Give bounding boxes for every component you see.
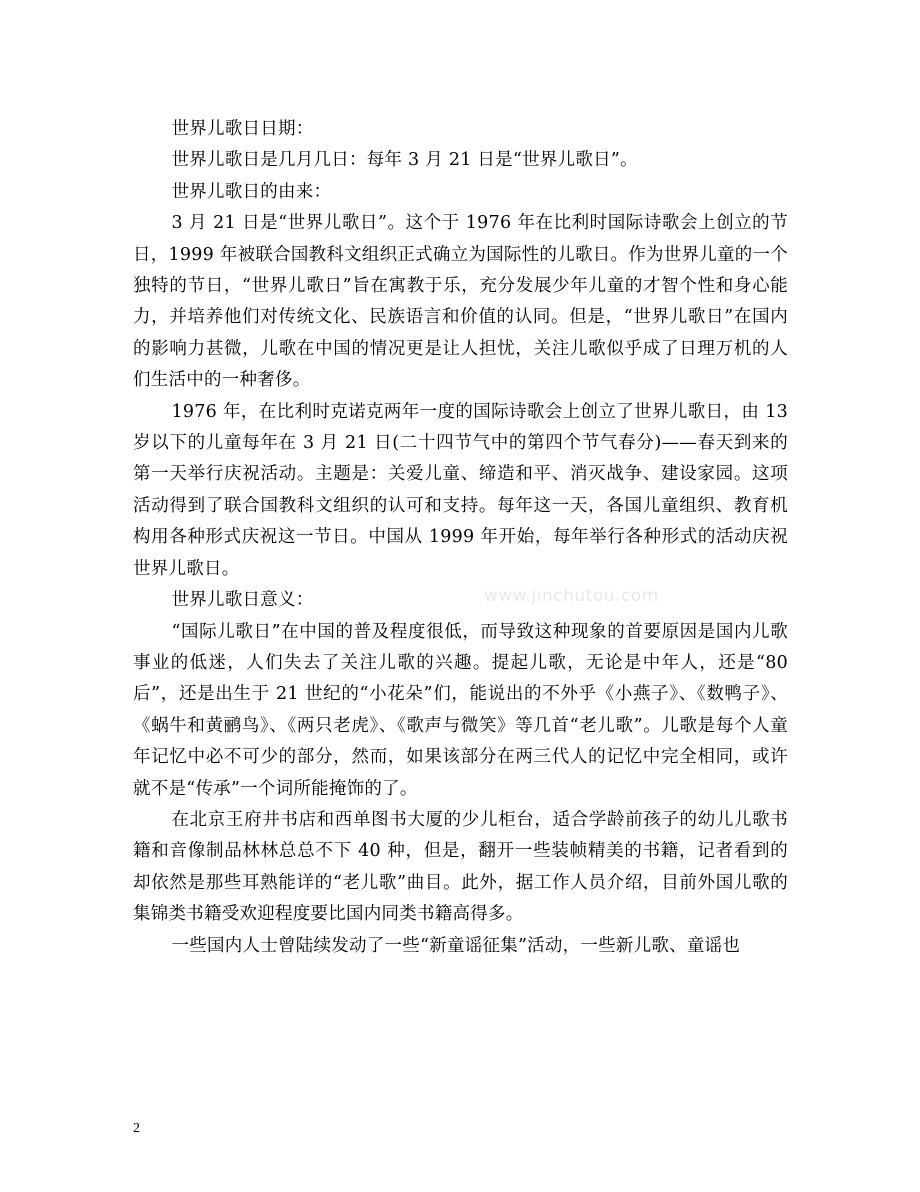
heading-significance: 世界儿歌日意义： (171, 590, 314, 611)
paragraph-significance-2: 在北京王府井书店和西单图书大厦的少儿柜台，适合学龄前孩子的幼儿儿歌书籍和音像制品林林总总不下 40 种，但是，翻开一些装帧精美的书籍，记者看到的却依然是那些耳熟能详的“老儿歌”曲目。此外，据工作人员介绍，目前外国儿歌的集锦类书籍受欢迎程度要比国内同类书籍高得多。 (133, 809, 788, 925)
paragraph-date-answer: 世界儿歌日是几月几日：每年 3 月 21 日是“世界儿歌日”。 (171, 150, 638, 171)
paragraph-significance-3: 一些国内人士曾陆续发动了一些“新童谣征集”活动，一些新儿歌、童谣也 (171, 935, 741, 956)
paragraph-significance-1: “国际儿歌日”在中国的普及程度很低，而导致这种现象的首要原因是国内儿歌事业的低迷，人们失去了关注儿歌的兴趣。提起儿歌，无论是中年人，还是“80 后”，还是出生于 21 世纪的“小花朵”们，能说出的不外乎《小燕子》、《数鸭子》、《蜗牛和黄鹂鸟》、《两只老虎》、《歌声与微笑》等几首“老儿歌”。儿歌是每个人童年记忆中必不可少的部分，然而，如果该部分在两三代人的记忆中完全相同，或许就不是“传承”一个词所能掩饰的了。 (133, 621, 788, 799)
heading-origin: 世界儿歌日的由来： (171, 181, 332, 202)
heading-date: 世界儿歌日日期： (171, 119, 314, 139)
page-number: 2 (133, 1121, 140, 1136)
watermark: www.jinchutou.com (484, 586, 659, 606)
document-body (133, 114, 788, 962)
paragraph-origin-1: 3 月 21 日是“世界儿歌日”。这个于 1976 年在比利时国际诗歌会上创立的节日，1999 年被联合国教科文组织正式确立为国际性的儿歌日。作为世界儿童的一个独特的节日，“世界儿歌日”旨在寓教于乐，充分发展少年儿童的才智个性和身心能力，并培养他们对传统文化、民族语言和价值的认同。但是，“世界儿歌日”在国内的影响力甚微，儿歌在中国的情况更是让人担忧，关注儿歌似乎成了日理万机的人们生活中的一种奢侈。 (133, 213, 788, 391)
paragraph-origin-2: 1976 年，在比利时克诺克两年一度的国际诗歌会上创立了世界儿歌日，由 13 岁以下的儿童每年在 3 月 21 日(二十四节气中的第四个节气春分)——春天到来的第一天举行庆祝活动。主题是：关爱儿童、缔造和平、消灭战争、建设家园。这项活动得到了联合国教科文组织的认可和支持。每年这一天，各国儿童组织、教育机构用各种形式庆祝这一节日。中国从 1999 年开始，每年举行各种形式的活动庆祝世界儿歌日。 (133, 401, 788, 579)
